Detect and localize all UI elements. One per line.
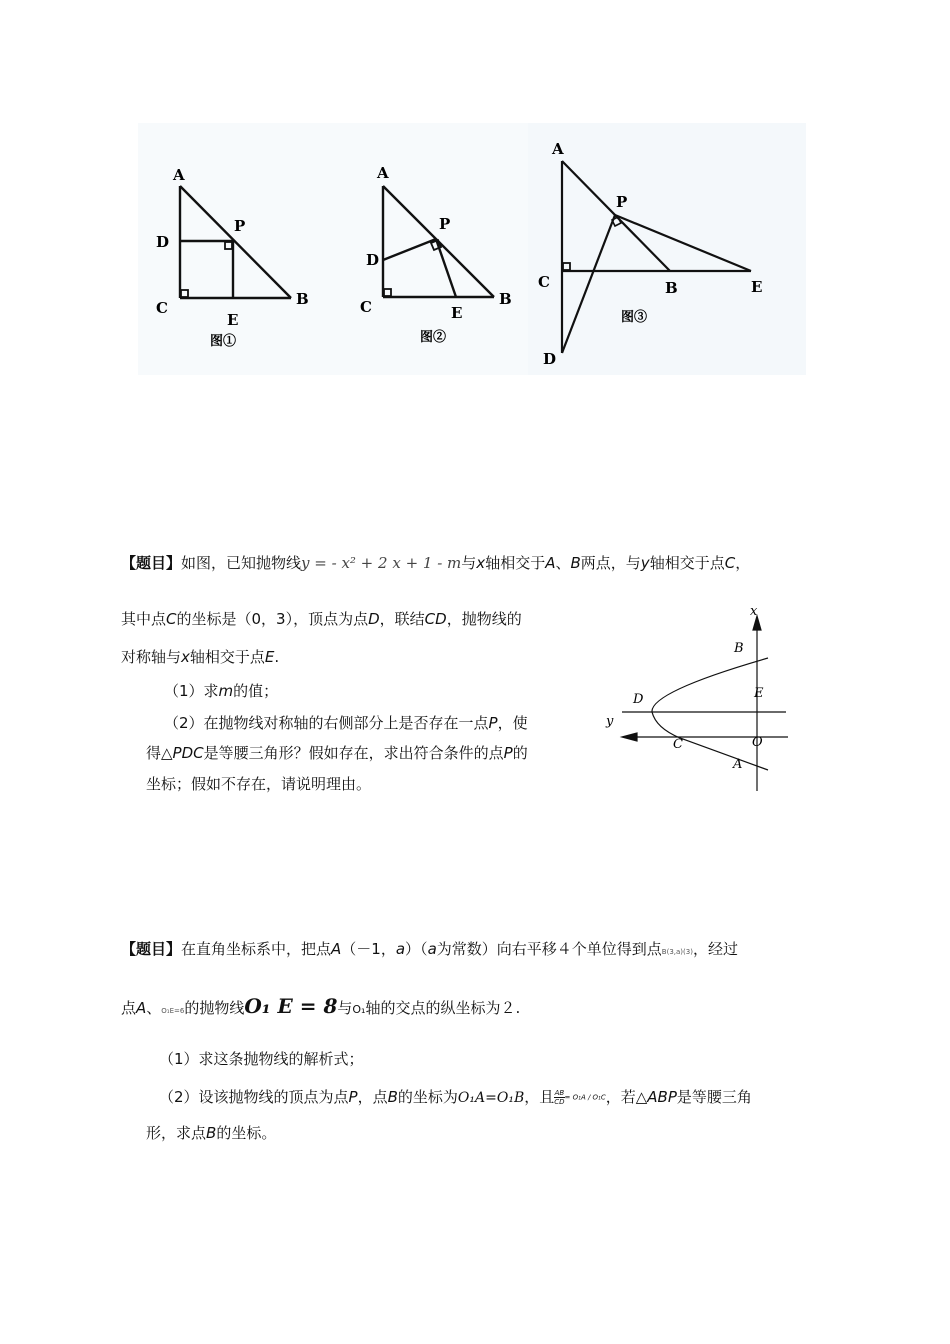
problem2-text: 形，求点	[146, 1124, 207, 1142]
var-p: P	[488, 714, 498, 732]
graph-label-b: B	[734, 641, 744, 656]
problem2-line1	[121, 938, 738, 963]
fig3-background	[528, 123, 806, 375]
fig3-caption: 图③	[621, 310, 648, 325]
problem1-q1	[164, 680, 278, 702]
problem2-text: ，若△	[605, 1088, 648, 1106]
problem2-q2-line1	[159, 1086, 752, 1109]
equation-o1a-o1b: O₁A=O₁B	[457, 1090, 525, 1106]
var-x: x	[181, 648, 190, 666]
fig3-label-d: D	[543, 350, 557, 368]
problem2-text: ，点	[357, 1088, 388, 1106]
problem1-text: 对称轴与	[121, 648, 182, 666]
fig2-caption: 图②	[420, 330, 447, 345]
problem1-text: 的	[512, 744, 528, 762]
problem1-text: 两点，与	[580, 554, 641, 572]
problem1-q2-line1	[164, 712, 528, 734]
var-p: P	[503, 744, 513, 762]
problem2-text: （1）求这条抛物线的解析式；	[159, 1050, 364, 1068]
var-abp: ABP	[647, 1088, 677, 1106]
fig1-label-e: E	[227, 311, 239, 329]
parabola-graph	[600, 598, 800, 798]
graph-label-c: C	[673, 737, 683, 752]
problem1-tag: 【题目】	[121, 554, 182, 572]
fig1-label-c: C	[156, 299, 168, 317]
problem1-text: .	[274, 648, 280, 666]
var-p: P	[348, 1088, 358, 1106]
parabola-graph-svg	[600, 598, 800, 798]
var-a-lower: a	[427, 940, 437, 958]
problem1-line1	[121, 552, 750, 574]
var-a: A	[545, 554, 556, 572]
fig2-label-b: B	[499, 290, 512, 308]
problem1-text: ，	[735, 554, 751, 572]
problem2-text: 与	[337, 999, 353, 1017]
problem2-tag: 【题目】	[121, 940, 182, 958]
problem2-q2-line2	[146, 1122, 276, 1144]
problem2-text: （2）设该抛物线的顶点为点	[159, 1088, 349, 1106]
problem1-text: 其中点	[121, 610, 167, 628]
big-equation: O₁ E = 8	[244, 994, 338, 1018]
graph-label-a: A	[733, 757, 743, 772]
problem2-text: ）（	[405, 940, 428, 958]
var-a-lower: a	[395, 940, 406, 958]
problem1-line3	[121, 646, 279, 668]
var-a: A	[136, 999, 147, 1017]
problem1-q2-line3	[146, 773, 371, 795]
problem1-text: ，抛物线的	[446, 610, 522, 628]
var-pdc: PDC	[172, 744, 204, 762]
problem1-text: 是等腰三角形？假如存在，求出符合条件的点	[203, 744, 504, 762]
triangle-figures-svg	[138, 123, 806, 375]
tiny-formula-1: B(3,a)(3)	[661, 948, 693, 956]
fig1-label-b: B	[296, 290, 309, 308]
problem1-equation: y = - x² + 2 x + 1 - m	[301, 554, 462, 572]
problem1-text: 的坐标是（0，3），顶点为点	[176, 610, 369, 628]
fig2-label-c: C	[360, 298, 372, 316]
graph-label-x: x	[750, 604, 758, 619]
problem1-text: 如图，已知抛物线	[181, 554, 302, 572]
fig3-label-a: A	[552, 140, 564, 158]
fraction-numerator: AB	[554, 1089, 565, 1097]
parabola-curve	[652, 658, 768, 770]
graph-label-e: E	[754, 686, 764, 701]
fig2-label-a: A	[377, 164, 389, 182]
problem2-q1	[159, 1048, 364, 1070]
graph-label-d: D	[633, 692, 644, 707]
fig1-label-p: P	[234, 217, 246, 235]
fig2-label-p: P	[439, 215, 451, 233]
problem2-text: 轴的交点的纵坐标为２.	[365, 999, 521, 1017]
fig3-label-e: E	[751, 278, 763, 296]
problem2-text: ，经过	[692, 940, 738, 958]
var-a: A	[331, 940, 342, 958]
problem1-text: 的值；	[233, 682, 279, 700]
var-b: B	[387, 1088, 398, 1106]
problem1-text: 与	[461, 554, 477, 572]
problem2-text: 、	[146, 999, 162, 1017]
problem2-text: 在直角坐标系中，把点	[181, 940, 332, 958]
var-x: x	[476, 554, 486, 572]
problem2-text: 的坐标。	[216, 1124, 277, 1142]
problem1-text: ，联结	[379, 610, 425, 628]
small-o1: O₁	[352, 1003, 366, 1016]
var-cd: CD	[424, 610, 447, 628]
var-d: D	[368, 610, 380, 628]
fraction-ab-cd	[554, 1089, 564, 1106]
problem1-text: （1）求	[164, 682, 219, 700]
problem2-text: 为常数）向右平移４个单位得到点	[436, 940, 662, 958]
problem1-q2-line2	[146, 742, 528, 764]
fig3-label-b: B	[665, 279, 678, 297]
var-y: y	[640, 554, 650, 572]
fig1-label-a: A	[173, 166, 185, 184]
tiny-formula-2: O₁E=6	[161, 1007, 185, 1015]
var-c: C	[724, 554, 736, 572]
var-c: C	[166, 610, 177, 628]
fig2-label-d: D	[366, 251, 380, 269]
problem2-text: ，且	[524, 1088, 555, 1106]
triangle-figures	[138, 123, 806, 375]
var-b: B	[570, 554, 581, 572]
graph-label-y: y	[606, 714, 614, 729]
fraction-rhs: = O₁A / O₁C	[564, 1093, 606, 1102]
problem1-text: 轴相交于	[485, 554, 546, 572]
problem2-text: 点	[121, 999, 137, 1017]
fig1-caption: 图①	[210, 334, 237, 349]
var-m: m	[218, 682, 234, 700]
fig2-label-e: E	[451, 304, 463, 322]
problem2-line2	[121, 992, 520, 1025]
var-e: E	[264, 648, 275, 666]
fig3-label-p: P	[616, 193, 628, 211]
fraction-denominator: CD	[554, 1098, 565, 1106]
problem2-text: 的抛物线	[184, 999, 245, 1017]
problem1-text: 坐标；假如不存在，请说明理由。	[146, 775, 372, 793]
problem2-text: 是等腰三角	[676, 1088, 752, 1106]
problem1-text: （2）在抛物线对称轴的右侧部分上是否存在一点	[164, 714, 489, 732]
problem1-text: 轴相交于点	[189, 648, 265, 666]
problem2-text: 的坐标为	[397, 1088, 458, 1106]
fig1-label-d: D	[156, 233, 170, 251]
axis-horizontal-arrow	[622, 733, 637, 741]
problem1-text: 得△	[146, 744, 173, 762]
fig3-label-c: C	[538, 273, 550, 291]
problem2-text: （－1，	[341, 940, 396, 958]
problem1-line2	[121, 608, 522, 630]
var-b: B	[206, 1124, 217, 1142]
problem1-text: 、	[555, 554, 571, 572]
graph-label-o: O	[752, 735, 763, 750]
problem1-text: ，使	[497, 714, 528, 732]
problem1-text: 轴相交于点	[649, 554, 725, 572]
